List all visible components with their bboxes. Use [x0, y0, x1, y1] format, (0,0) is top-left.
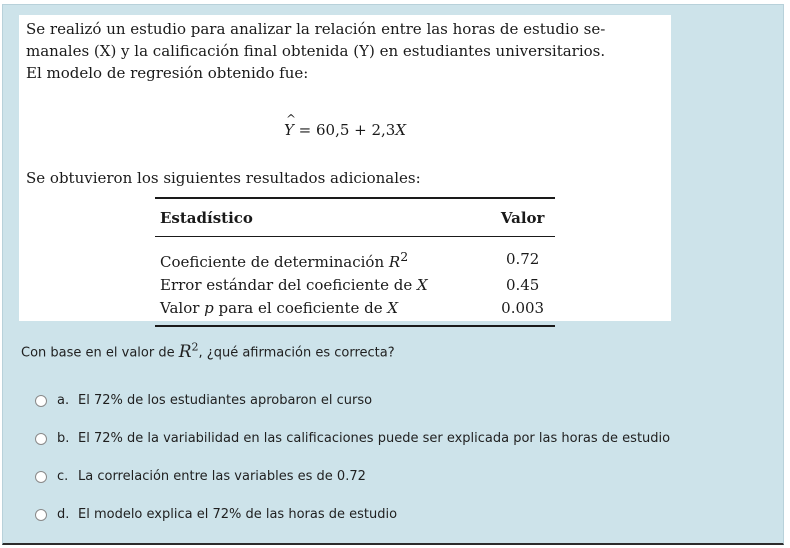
row-value: 0.003	[490, 297, 555, 326]
header-value: Valor	[490, 198, 555, 237]
radio-button[interactable]	[35, 395, 47, 407]
table-row	[155, 297, 555, 326]
option-a[interactable]	[35, 391, 670, 410]
row-value: 0.72	[505, 250, 540, 268]
option-b[interactable]	[35, 429, 670, 448]
option-text: El 72% de los estudiantes aprobaron el curso	[78, 393, 373, 408]
additional-results-text: Se obtuvieron los siguientes resultados adicionales:	[26, 169, 421, 187]
answer-options	[35, 391, 670, 543]
row-label: Coeficiente de determinación $R^2$	[160, 249, 409, 271]
equation-variable: X	[395, 121, 407, 139]
option-letter: a.	[57, 393, 70, 408]
problem-statement	[19, 15, 671, 321]
header-statistic: Estadístico	[155, 198, 490, 237]
table-row	[155, 237, 555, 275]
option-letter: c.	[57, 469, 69, 484]
question-math: $R^2$	[178, 340, 199, 362]
intro-line-3: El modelo de regresión obtenido fue:	[26, 64, 309, 82]
radio-button[interactable]	[35, 433, 47, 445]
option-d[interactable]	[35, 505, 670, 524]
intro-text	[26, 18, 666, 84]
option-text: El modelo explica el 72% de las horas de estudio	[78, 507, 398, 522]
radio-button[interactable]	[35, 471, 47, 483]
option-letter: b.	[57, 431, 70, 446]
question-text: Con base en el valor de $R^2$, ¿qué afirmación es correcta?	[21, 340, 395, 362]
regression-equation	[19, 121, 671, 139]
table-row	[155, 274, 555, 297]
equation-lhs: ^ Y	[284, 121, 294, 139]
row-label: Error estándar del coeficiente de X	[160, 276, 428, 294]
option-letter: d.	[57, 507, 70, 522]
table-header-row	[155, 198, 555, 237]
statistics-table	[155, 197, 555, 327]
equation-rhs: = 60,5 + 2,3	[293, 121, 396, 139]
option-text: El 72% de la variabilidad en las calificaciones puede ser explicada por las horas de estudio	[78, 431, 671, 446]
row-value: 0.45	[505, 276, 540, 294]
option-c[interactable]	[35, 467, 670, 486]
option-text: La correlación entre las variables es de 0.72	[78, 469, 366, 484]
row-label: Valor p para el coeficiente de X	[155, 297, 490, 326]
intro-line-1: Se realizó un estudio para analizar la relación entre las horas de estudio se-	[26, 20, 606, 38]
question-panel	[2, 4, 784, 545]
radio-button[interactable]	[35, 509, 47, 521]
intro-line-2: manales (X) y la calificación final obtenida (Y) en estudiantes universitarios.	[26, 42, 606, 60]
